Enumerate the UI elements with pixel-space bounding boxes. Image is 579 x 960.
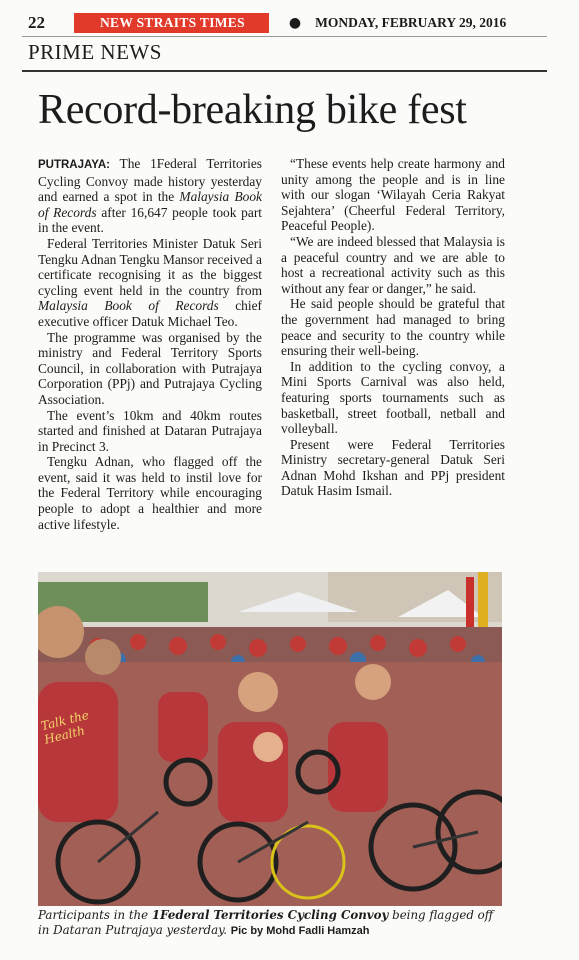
caption-text: being flagged off in Dataran Putrajaya yesterday. xyxy=(38,908,494,937)
paragraph-5: Tengku Adnan, who flagged off the event, said it was held to instil love for the Federal Territory while encouraging people to adopt a healthier and more active lifestyle. xyxy=(38,454,262,532)
paragraph-3: The programme was organised by the ministry and Federal Territory Sports Council, in collaboration with Putrajaya Corporation (PPj) and Putrajaya Cycling Association. xyxy=(38,329,262,407)
top-rule xyxy=(22,36,547,37)
book-title: Malaysia Book of Records xyxy=(38,298,219,314)
paragraph-4: The event’s 10km and 40km routes started and finished at Dataran Putrajaya in Precinct 3. xyxy=(38,407,262,454)
bullet-icon: ● xyxy=(288,15,302,31)
caption-text: Participants in the xyxy=(38,908,152,922)
paragraph-text: Federal Territories Minister Datuk Seri Tengku Adnan Tengku Mansor received a certificate recognising it as the biggest cycling event held in the country from xyxy=(38,235,262,298)
photo-credit: Pic by Mohd Fadli Hamzah xyxy=(230,924,370,937)
cycling-crowd-illustration xyxy=(38,572,502,906)
article-column-left xyxy=(38,156,262,532)
caption-event-name: 1Federal Territories Cycling Convoy xyxy=(151,908,389,922)
paragraph-7: “We are indeed blessed that Malaysia is a peaceful country and we are able to host a recreational activity such as this without any fear or danger,” he said. xyxy=(281,233,505,296)
paragraph-1 xyxy=(38,156,262,236)
dateline: PUTRAJAYA: xyxy=(38,159,111,171)
news-photo xyxy=(38,572,502,906)
page-number: 22 xyxy=(28,13,45,32)
paragraph-text: chief executive officer Datuk Michael Teo. xyxy=(38,298,262,329)
paragraph-10: Present were Federal Territories Ministry secretary-general Datuk Seri Adnan Mohd Ikshan and PPj president Datuk Hasim Ismail. xyxy=(281,436,505,499)
shirt-slogan: Talk the Health xyxy=(39,707,91,747)
paragraph-text: after 16,647 people took part in the event. xyxy=(38,204,262,236)
photo-caption xyxy=(38,908,508,938)
paragraph-6: “These events help create harmony and unity among the people and is in line with our slogan ‘Wilayah Ceria Rakyat Sejahtera’ (Cheerful Federal Territory, Peaceful People). xyxy=(281,156,505,234)
masthead xyxy=(22,12,547,34)
book-title: Malaysia Book of Records xyxy=(38,189,262,220)
headline: Record-breaking bike fest xyxy=(38,87,467,133)
paragraph-9: In addition to the cycling convoy, a Mini Sports Carnival was also held, featuring sports tournaments such as basketball, street football, netball and volleyball. xyxy=(281,358,505,437)
paragraph-text: The 1Federal Territories Cycling Convoy made history yesterday and earned a spot in the xyxy=(38,156,262,205)
article-column-right xyxy=(281,156,505,499)
paragraph-8: He said people should be grateful that the government had managed to bring peace and security to the country while ensuring their well-being. xyxy=(281,296,505,359)
section-title: PRIME NEWS xyxy=(28,40,162,64)
paragraph-2 xyxy=(38,236,262,330)
newspaper-name: NEW STRAITS TIMES xyxy=(74,13,269,33)
section-rule xyxy=(22,70,547,72)
issue-date: MONDAY, FEBRUARY 29, 2016 xyxy=(315,15,507,30)
